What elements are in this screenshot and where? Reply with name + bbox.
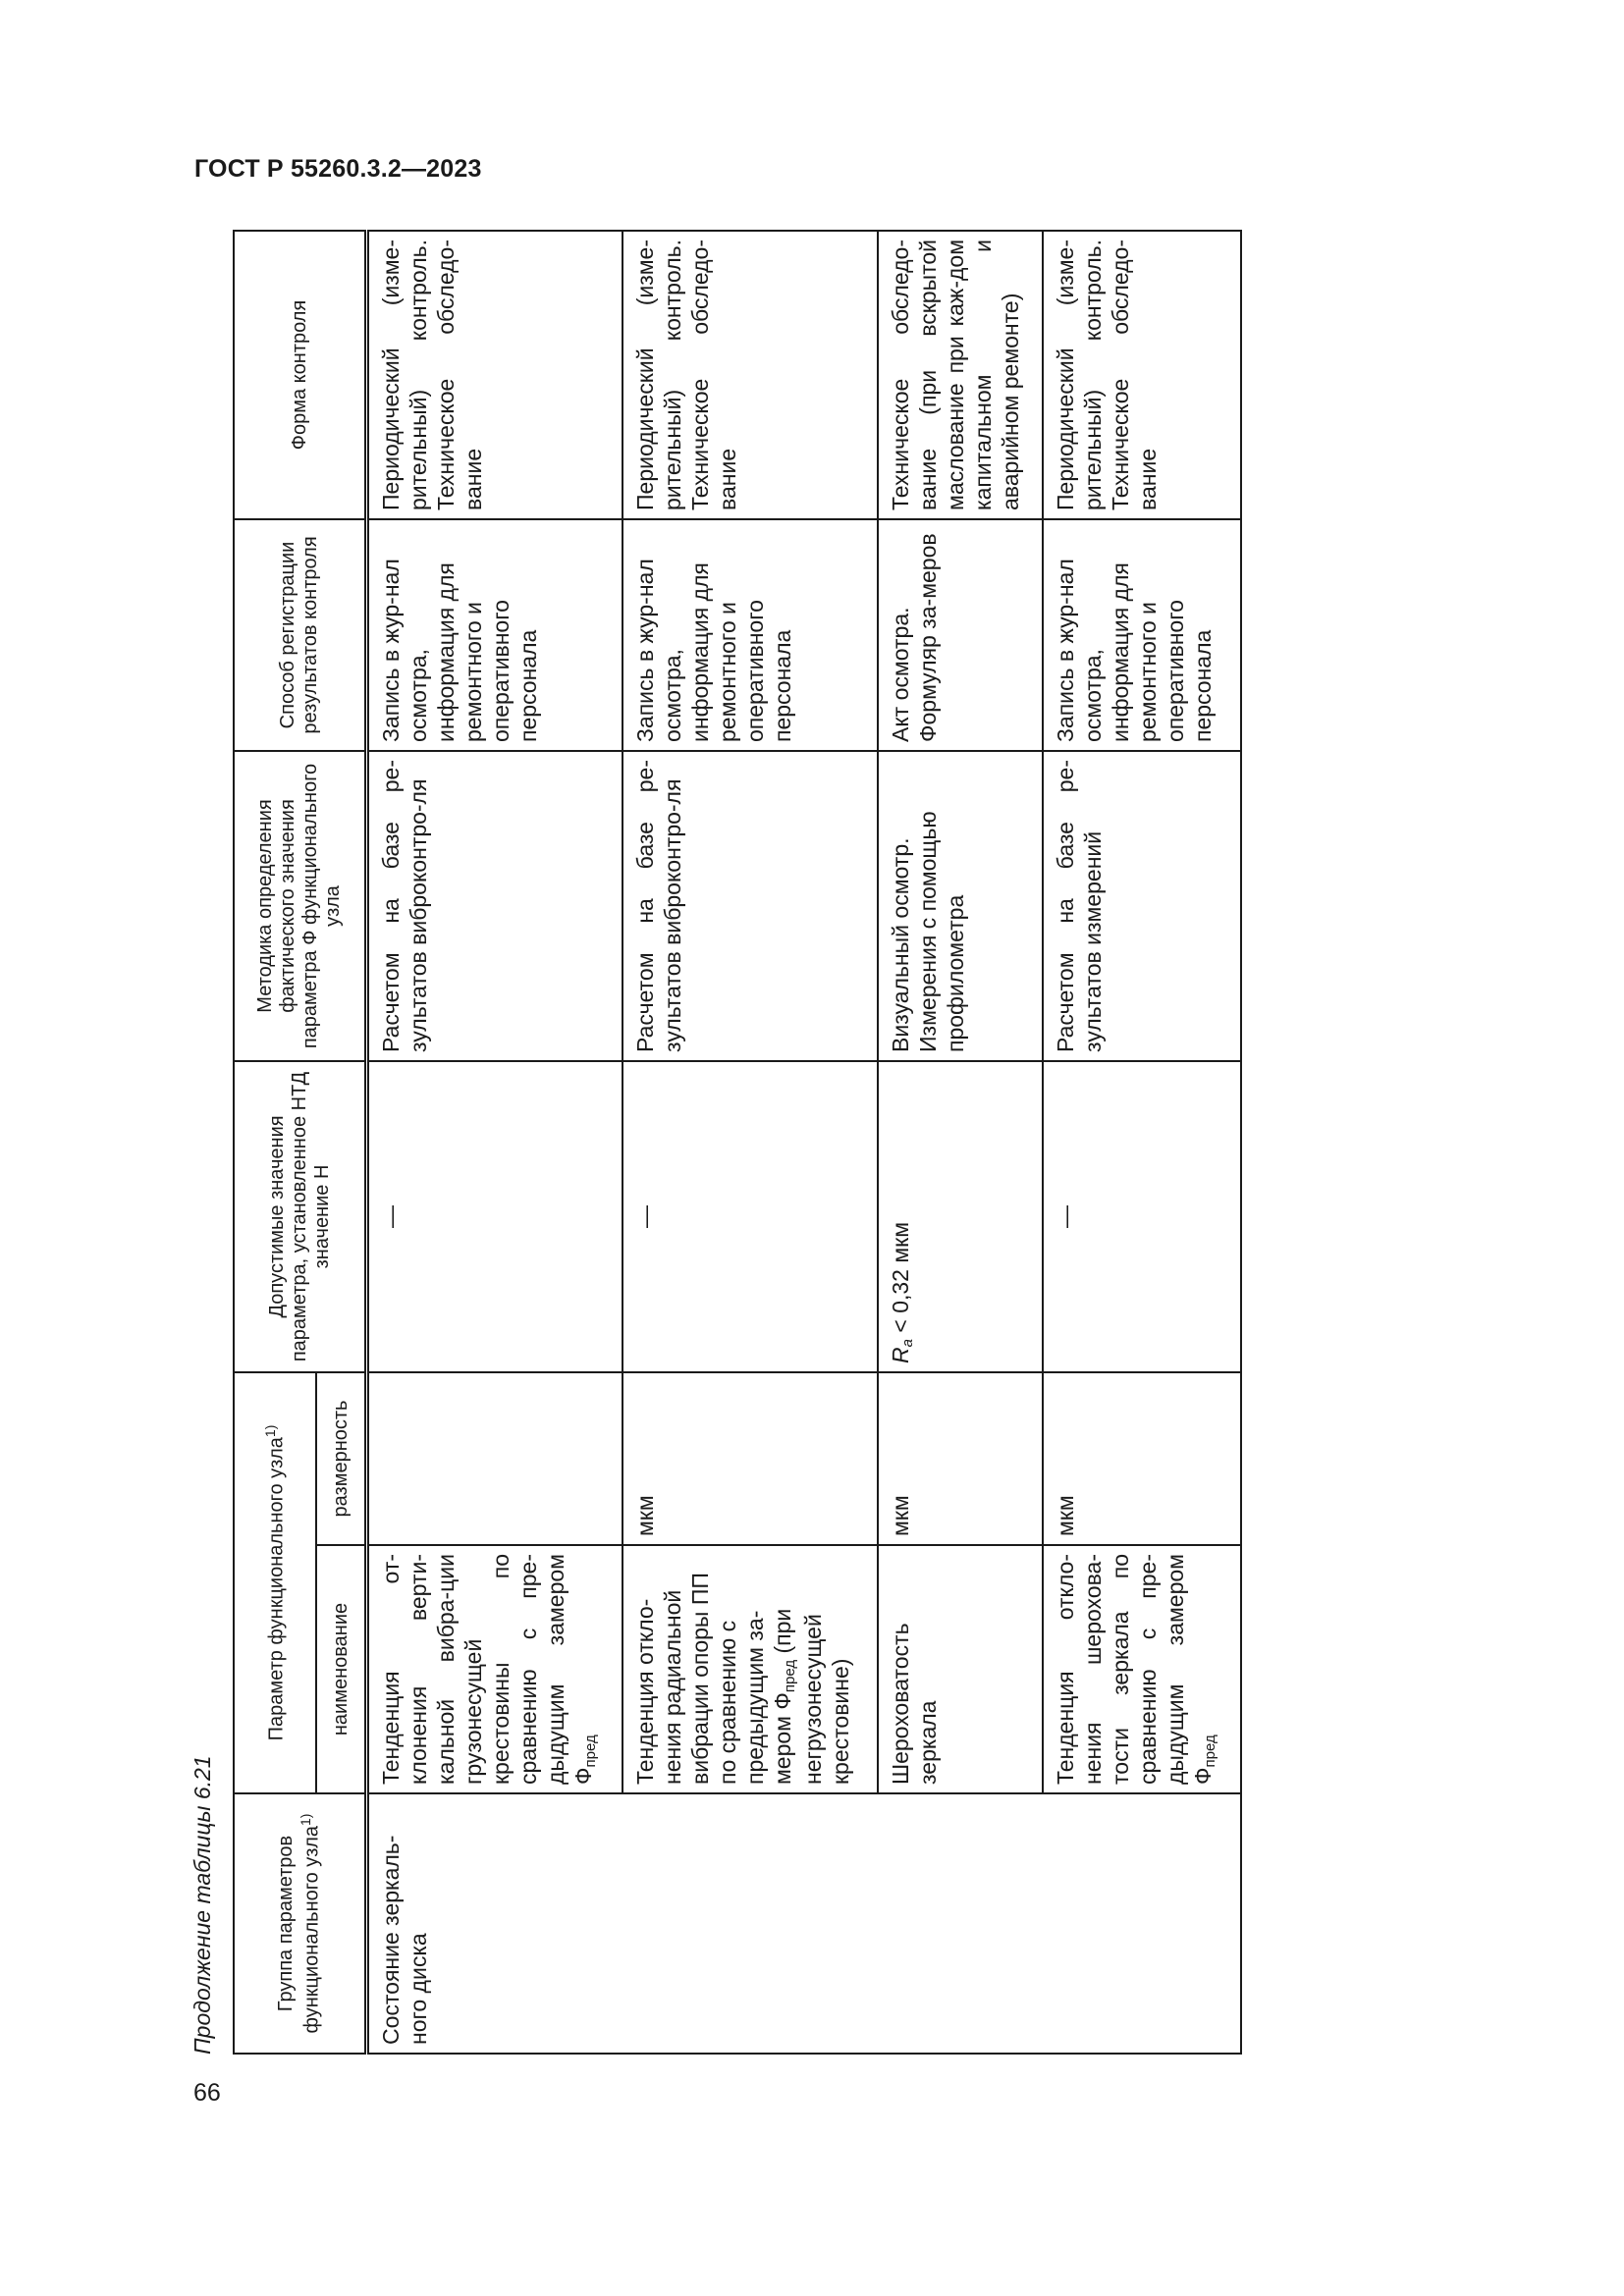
allowed-cell: — (623, 1061, 878, 1372)
registration-cell: Запись в жур-нал осмотра, информация для ремонтного и оперативного персонала (367, 519, 623, 751)
header-allowed: Допустимые значения параметра, установленное НТД значение Н (234, 1061, 367, 1372)
header-param: Параметр функционального узла$^{1)}$ (234, 1372, 316, 1793)
method-cell: Визуальный осмотр. Измерения с помощью профилометра (878, 751, 1043, 1061)
method-cell: Расчетом на базе ре-зультатов виброконтро-ля (623, 751, 878, 1061)
table-row (367, 231, 623, 2054)
method-cell: Расчетом на базе ре-зультатов измерений (1043, 751, 1241, 1061)
header-param-unit: размерность (316, 1372, 367, 1545)
param-unit-cell: мкм (1043, 1372, 1241, 1545)
rotated-table-region (182, 232, 1262, 2055)
registration-cell: Запись в жур-нал осмотра, информация для ремонтного и оперативного персонала (1043, 519, 1241, 751)
page-number: 66 (193, 2079, 221, 2107)
table-row (623, 231, 878, 2054)
param-unit-cell: мкм (623, 1372, 878, 1545)
parameters-table (233, 230, 1242, 2055)
header-registration: Способ регистрации результатов контроля (234, 519, 367, 751)
form-cell: Периодический (изме-рительный) контроль. Техническое обследо-вание (1043, 231, 1241, 519)
form-cell: Периодический (изме-рительный) контроль. Техническое обследо-вание (367, 231, 623, 519)
table-caption: Продолжение таблицы 6.21 (189, 1755, 215, 2055)
param-name-cell: Тенденция откло-нения радиальной вибрации опоры ПП по сравнению с предыдущим за-мером $Ф_{пред}$ (при негрузонесущей крестовине) (623, 1545, 878, 1793)
document-title: ГОСТ Р 55260.3.2—2023 (194, 155, 482, 183)
header-method: Методика определения фактического значения параметра Ф функционального узла (234, 751, 367, 1061)
header-form: Форма контроля (234, 231, 367, 519)
allowed-cell: — (1043, 1061, 1241, 1372)
allowed-cell: $R_a < 0,32$ мкм (878, 1061, 1043, 1372)
param-name-cell: Тенденция от-клонения верти-кальной вибра-ции грузонесущей крестовины по сравнению с пре-дыдущим замером $Ф_{пред}$ (367, 1545, 623, 1793)
header-param-name: наименование (316, 1545, 367, 1793)
header-group: Группа параметров функционального узла$^{1)}$ (234, 1793, 367, 2054)
table-row (878, 231, 1043, 2054)
param-unit-cell (367, 1372, 623, 1545)
table-row (1043, 231, 1241, 2054)
param-unit-cell: мкм (878, 1372, 1043, 1545)
param-name-cell: Тенденция откло-нения шерохова-тости зеркала по сравнению с пре-дыдущим замером $Ф_{пред}$ (1043, 1545, 1241, 1793)
allowed-cell: — (367, 1061, 623, 1372)
form-cell: Периодический (изме-рительный) контроль. Техническое обследо-вание (623, 231, 878, 519)
registration-cell: Акт осмотра. Формуляр за-меров (878, 519, 1043, 751)
registration-cell: Запись в жур-нал осмотра, информация для ремонтного и оперативного персонала (623, 519, 878, 751)
form-cell: Техническое обследо-вание (при вскрытой маслование при каж-дом капитальном и аварийном ремонте) (878, 231, 1043, 519)
method-cell: Расчетом на базе ре-зультатов виброконтро-ля (367, 751, 623, 1061)
param-name-cell: Шероховатость зеркала (878, 1545, 1043, 1793)
group-cell: Состояние зеркаль-ного диска (367, 1793, 1241, 2054)
